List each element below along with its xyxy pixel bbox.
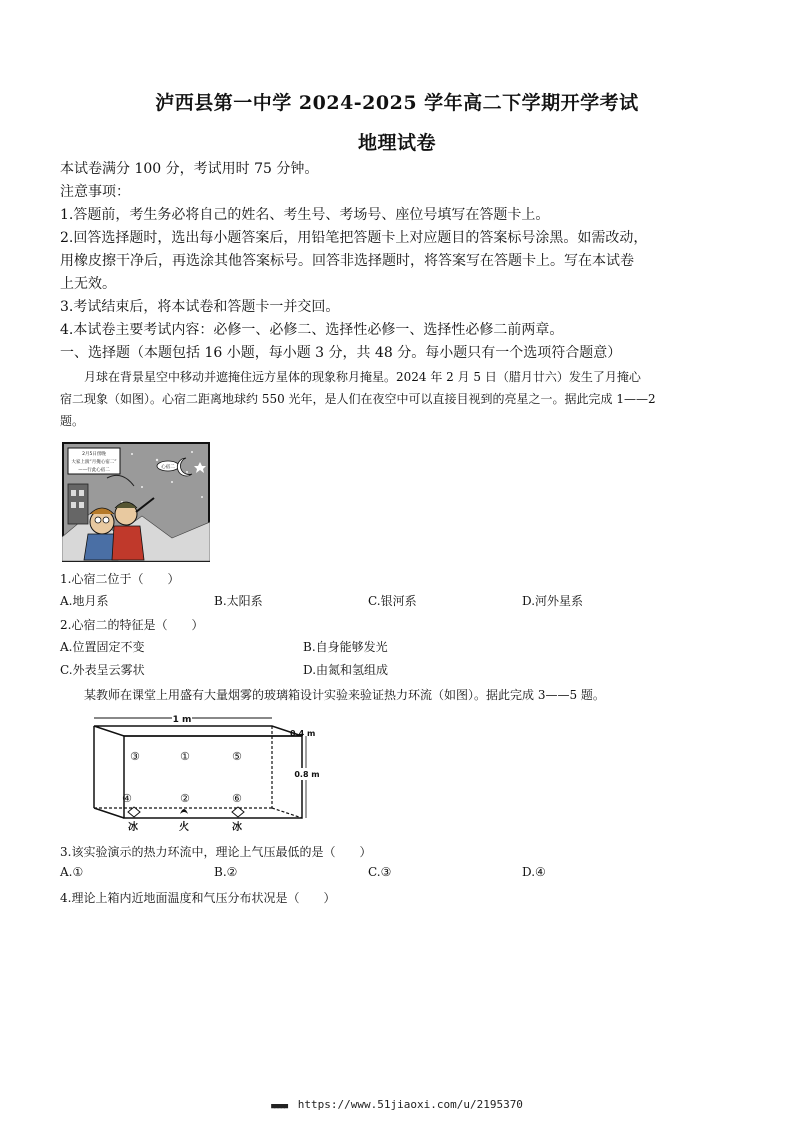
child-body-right [112,526,144,560]
q1-option-a[interactable]: A.地月系 [60,594,109,608]
q3-option-c[interactable]: C.③ [368,865,392,879]
star-label: 心宿二 [161,465,175,470]
q2-option-a[interactable]: A.位置固定不变 [60,640,145,654]
q2-option-b[interactable]: B.自身能够发光 [303,640,388,654]
sign-line2: 大家上演“月掩心宿二” [71,460,117,465]
q1-stem: 1.心宿二位于（ ） [60,572,180,586]
notice-item-2-line2: 用橡皮擦干净后，再选涂其他答案标号。回答非选择题时，将答案写在答题卡上。写在本试卷 [60,253,634,269]
width-label: 1 m [172,715,192,725]
q3-option-d[interactable]: D.④ [522,865,546,879]
q1-option-d[interactable]: D.河外星系 [522,594,584,608]
passage-1-line1: 月球在背景星空中移动并遮掩住远方星体的现象称月掩星。2024 年 2 月 5 日（腊月廿六）发生了月掩心 [84,370,641,384]
point-4: ④ [122,792,132,805]
notice-item-4: 4.本试卷主要考试内容：必修一、必修二、选择性必修一、选择性必修二前两章。 [60,322,564,338]
ice-right-icon [232,807,244,817]
passage-1-line2: 宿二现象（如图）。心宿二距离地球约 550 光年，是人们在夜空中可以直接目视到的亮星之一。据此完成 1——2 [60,392,656,406]
q2-option-c[interactable]: C.外表呈云雾状 [60,663,145,677]
fire-icon [180,809,188,814]
box-top-face [94,726,302,736]
q3-option-a[interactable]: A.① [60,865,84,879]
q1-options [60,592,740,612]
exam-title: 泸西县第一中学 2024-2025 学年高二下学期开学考试 [155,92,639,114]
q3-option-b[interactable]: B.② [214,865,238,879]
footer-mark: ■■■■■ [271,1102,288,1110]
q1-option-c[interactable]: C.银河系 [368,594,417,608]
exam-subtitle: 地理试卷 [357,132,436,154]
notice-item-1: 1.答题前，考生务必将自己的姓名、考生号、考场号、座位号填写在答题卡上。 [60,207,550,223]
q4-stem: 4.理论上箱内近地面温度和气压分布状况是（ ） [60,891,336,905]
passage-2: 某教师在课堂上用盛有大量烟雾的玻璃箱设计实验来验证热力环流（如图）。据此完成 3——5 题。 [84,688,605,702]
height-label: 0.8 m [294,770,320,779]
q1-option-b[interactable]: B.太阳系 [214,594,263,608]
occultation-cartoon-figure [62,442,210,562]
notice-heading: 注意事项： [60,184,130,200]
point-6: ⑥ [232,792,242,805]
glass-box-diagram [76,712,326,836]
page-footer [0,1098,794,1111]
notice-item-2-line3: 上无效。 [60,276,116,292]
q2-options-row1 [60,638,740,658]
q2-options-row2 [60,661,740,681]
depth-label: 0.4 m [290,729,316,738]
occultation-cartoon [62,442,210,562]
score-time-note: 本试卷满分 100 分，考试用时 75 分钟。 [60,161,319,177]
q3-stem: 3.该实验演示的热力环流中，理论上气压最低的是（ ） [60,845,372,859]
point-5: ⑤ [232,750,242,763]
sign-line3: ——行此心宿二 [78,468,110,473]
glass-box-figure [76,712,326,836]
section-heading: 一、选择题（本题包括 16 小题，每小题 3 分，共 48 分。每小题只有一个选项符合题意） [60,345,622,361]
q2-option-d[interactable]: D.由氮和氢组成 [303,663,389,677]
label-fire: 火 [179,822,189,833]
box-front-face [124,736,302,818]
label-ice-right: 冰 [232,822,242,833]
point-2: ② [180,792,190,805]
label-ice-left: 冰 [128,822,138,833]
point-1: ① [180,750,190,763]
notice-item-2-line1: 2.回答选择题时，选出每小题答案后，用铅笔把答题卡上对应题目的答案标号涂黑。如需改动， [60,230,648,246]
q2-stem: 2.心宿二的特征是（ ） [60,618,204,632]
point-3: ③ [130,750,140,763]
sign-line1: 2月5日傍晚 [82,452,106,457]
notice-item-3: 3.考试结束后，将本试卷和答题卡一并交回。 [60,299,340,315]
footer-url[interactable]: https://www.51jiaoxi.com/u/2195370 [297,1098,523,1111]
q3-options [60,865,740,885]
passage-1-line3: 题。 [60,414,85,428]
